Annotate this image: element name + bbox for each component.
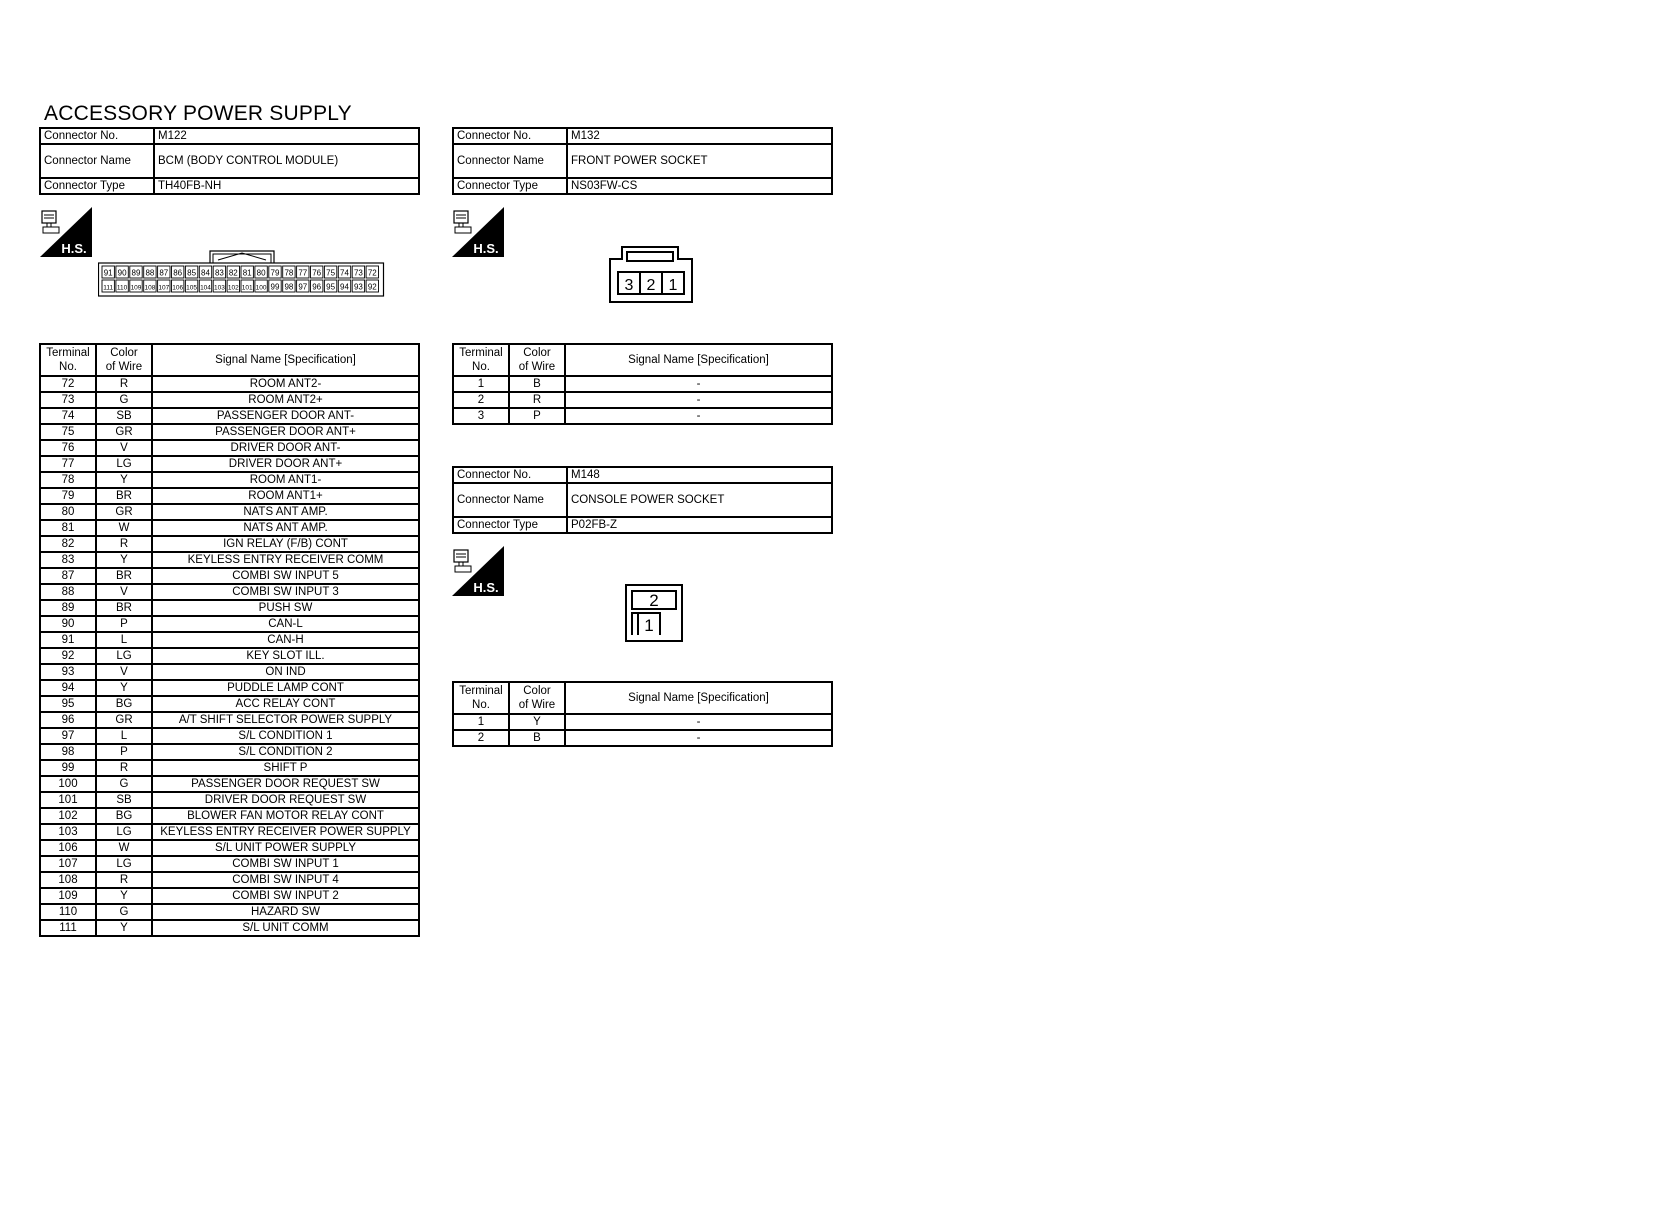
wire-color: G [96,392,152,408]
terminal-no: 90 [40,616,96,632]
wire-color: P [96,744,152,760]
pin-number: 87 [159,268,169,278]
table-row [40,840,419,856]
pin-1: 1 [668,277,678,294]
pin-number: 97 [298,282,308,292]
terminal-no: 82 [40,536,96,552]
terminal-no: 110 [40,904,96,920]
pin-number: 78 [284,268,294,278]
terminal-no: 109 [40,888,96,904]
terminal-no: 95 [40,696,96,712]
wire-color: SB [96,792,152,808]
wire-color: LG [96,824,152,840]
table-row [453,376,832,392]
terminal-no-header: Terminal No. [453,682,509,714]
connector-no-label: Connector No. [40,128,154,144]
hs-label: H.S. [473,580,499,595]
table-row [40,440,419,456]
table-row [453,714,832,730]
signal-name: CAN-H [152,632,419,648]
wire-color: P [96,616,152,632]
connector-name-label: Connector Name [40,144,154,178]
wire-color: V [96,664,152,680]
terminal-table-m122 [39,343,420,937]
signal-name: - [565,714,832,730]
table-row [453,392,832,408]
harness-side-icon [40,207,92,257]
pin-2: 2 [649,591,659,610]
connector-face-m148 [624,583,686,645]
pin-number: 88 [145,268,155,278]
terminal-no: 99 [40,760,96,776]
table-row [40,632,419,648]
signal-name: - [565,408,832,424]
signal-name: S/L CONDITION 2 [152,744,419,760]
pin-number: 83 [214,268,224,278]
wire-color: R [509,392,565,408]
table-row [40,520,419,536]
terminal-no: 78 [40,472,96,488]
signal-name: S/L CONDITION 1 [152,728,419,744]
table-row [40,776,419,792]
signal-name-header: Signal Name [Specification] [565,344,832,376]
table-row [40,888,419,904]
pin-number: 103 [213,284,225,292]
pin-number: 109 [130,284,142,292]
color-of-wire-header: Color of Wire [509,344,565,376]
pin-1: 1 [644,616,654,635]
signal-name-header: Signal Name [Specification] [565,682,832,714]
terminal-no: 83 [40,552,96,568]
pin-2: 2 [646,277,656,294]
wire-color: W [96,520,152,536]
terminal-no: 79 [40,488,96,504]
pin-number: 110 [116,284,128,292]
wire-color: V [96,584,152,600]
table-row [40,616,419,632]
table-row [40,664,419,680]
table-row [40,920,419,936]
wire-color: GR [96,504,152,520]
wire-color: L [96,632,152,648]
terminal-no: 101 [40,792,96,808]
signal-name: KEYLESS ENTRY RECEIVER POWER SUPPLY [152,824,419,840]
wire-color: L [96,728,152,744]
color-of-wire-header: Color of Wire [509,682,565,714]
wire-color: LG [96,856,152,872]
terminal-no: 74 [40,408,96,424]
wire-color: BG [96,808,152,824]
terminal-no: 75 [40,424,96,440]
connector-type-label: Connector Type [453,517,567,533]
table-row [40,728,419,744]
signal-name: SHIFT P [152,760,419,776]
connector-no-value: M148 [567,467,832,483]
pin-number: 96 [312,282,322,292]
signal-name: NATS ANT AMP. [152,504,419,520]
wire-color: Y [96,472,152,488]
wire-color: W [96,840,152,856]
pin-number: 77 [298,268,308,278]
pin-number: 105 [186,284,198,292]
terminal-no: 93 [40,664,96,680]
signal-name: NATS ANT AMP. [152,520,419,536]
wire-color: P [509,408,565,424]
pin-number: 111 [103,284,114,292]
table-row [40,584,419,600]
table-row [40,376,419,392]
table-row [40,792,419,808]
signal-name: ON IND [152,664,419,680]
signal-name: PASSENGER DOOR ANT+ [152,424,419,440]
signal-name: ROOM ANT1- [152,472,419,488]
pin-number: 76 [312,268,322,278]
wire-color: BR [96,600,152,616]
wire-color: R [96,872,152,888]
connector-name-value: BCM (BODY CONTROL MODULE) [154,144,419,178]
connector-type-value: TH40FB-NH [154,178,419,194]
pin-number: 92 [367,282,377,292]
harness-side-icon [452,207,504,257]
connector-face-m122 [98,248,388,298]
wire-color: R [96,536,152,552]
wire-color: Y [96,552,152,568]
terminal-no: 80 [40,504,96,520]
terminal-table-m132 [452,343,833,425]
terminal-no: 92 [40,648,96,664]
terminal-no: 98 [40,744,96,760]
pin-number: 95 [326,282,336,292]
connector-name-label: Connector Name [453,144,567,178]
terminal-no: 97 [40,728,96,744]
table-row [40,648,419,664]
signal-name: DRIVER DOOR REQUEST SW [152,792,419,808]
connector-type-value: P02FB-Z [567,517,832,533]
table-row [40,856,419,872]
hs-label: H.S. [61,241,87,256]
signal-name: DRIVER DOOR ANT+ [152,456,419,472]
pin-number: 99 [270,282,280,292]
connector-no-value: M132 [567,128,832,144]
signal-name: COMBI SW INPUT 3 [152,584,419,600]
wire-color: SB [96,408,152,424]
signal-name: DRIVER DOOR ANT- [152,440,419,456]
connector-info-m122 [39,127,420,195]
connector-name-value: CONSOLE POWER SOCKET [567,483,832,517]
terminal-table-m148 [452,681,833,747]
connector-name-value: FRONT POWER SOCKET [567,144,832,178]
table-row [40,472,419,488]
connector-info-m148 [452,466,833,534]
signal-name: PUDDLE LAMP CONT [152,680,419,696]
wire-color: LG [96,648,152,664]
table-row [40,904,419,920]
wire-color: BG [96,696,152,712]
connector-no-value: M122 [154,128,419,144]
pin-number: 86 [173,268,183,278]
pin-number: 94 [340,282,349,292]
signal-name: S/L UNIT POWER SUPPLY [152,840,419,856]
wire-color: BR [96,568,152,584]
terminal-no: 3 [453,408,509,424]
signal-name: S/L UNIT COMM [152,920,419,936]
terminal-no: 100 [40,776,96,792]
terminal-no: 77 [40,456,96,472]
terminal-no: 1 [453,714,509,730]
terminal-no-header: Terminal No. [453,344,509,376]
table-row [40,808,419,824]
terminal-no: 89 [40,600,96,616]
wire-color: R [96,760,152,776]
signal-name: KEY SLOT ILL. [152,648,419,664]
terminal-no: 108 [40,872,96,888]
connector-info-m132 [452,127,833,195]
pin-number: 79 [270,268,280,278]
pin-number: 74 [340,268,349,278]
connector-type-label: Connector Type [453,178,567,194]
page-title: ACCESSORY POWER SUPPLY [44,102,352,125]
pin-number: 93 [353,282,363,292]
signal-name: ROOM ANT2+ [152,392,419,408]
wire-color: Y [509,714,565,730]
wire-color: V [96,440,152,456]
wire-color: GR [96,424,152,440]
terminal-no: 103 [40,824,96,840]
pin-number: 81 [242,268,252,278]
signal-name: PASSENGER DOOR REQUEST SW [152,776,419,792]
signal-name: ROOM ANT1+ [152,488,419,504]
pin-number: 91 [103,268,113,278]
pin-number: 102 [227,284,239,292]
connector-no-label: Connector No. [453,467,567,483]
pin-number: 75 [326,268,336,278]
table-row [40,824,419,840]
wire-color: BR [96,488,152,504]
terminal-no: 2 [453,730,509,746]
terminal-no: 72 [40,376,96,392]
pin-number: 107 [158,284,170,292]
pin-number: 108 [144,284,156,292]
table-row [40,680,419,696]
table-row [40,408,419,424]
signal-name: COMBI SW INPUT 4 [152,872,419,888]
signal-name: COMBI SW INPUT 2 [152,888,419,904]
signal-name: PUSH SW [152,600,419,616]
hs-label: H.S. [473,241,499,256]
harness-side-icon [452,546,504,596]
terminal-no: 96 [40,712,96,728]
connector-type-label: Connector Type [40,178,154,194]
signal-name: ROOM ANT2- [152,376,419,392]
pin-number: 106 [172,284,184,292]
signal-name: COMBI SW INPUT 1 [152,856,419,872]
pin-number: 80 [256,268,266,278]
table-row [40,760,419,776]
table-row [40,600,419,616]
wire-color: B [509,376,565,392]
signal-name: A/T SHIFT SELECTOR POWER SUPPLY [152,712,419,728]
pin-number: 101 [241,284,253,292]
pin-number: 73 [353,268,363,278]
signal-name: HAZARD SW [152,904,419,920]
connector-face-m132 [608,245,694,305]
signal-name: IGN RELAY (F/B) CONT [152,536,419,552]
pin-number: 100 [255,284,267,292]
terminal-no: 87 [40,568,96,584]
wire-color: Y [96,920,152,936]
connector-type-value: NS03FW-CS [567,178,832,194]
signal-name: PASSENGER DOOR ANT- [152,408,419,424]
terminal-no: 2 [453,392,509,408]
terminal-no: 94 [40,680,96,696]
connector-name-label: Connector Name [453,483,567,517]
color-of-wire-header: Color of Wire [96,344,152,376]
signal-name: CAN-L [152,616,419,632]
signal-name-header: Signal Name [Specification] [152,344,419,376]
signal-name: - [565,392,832,408]
table-row [40,696,419,712]
table-row [40,568,419,584]
wire-color: R [96,376,152,392]
wire-color: GR [96,712,152,728]
pin-number: 89 [131,268,141,278]
table-row [40,424,419,440]
terminal-no: 76 [40,440,96,456]
table-row [40,712,419,728]
terminal-no: 106 [40,840,96,856]
signal-name: COMBI SW INPUT 5 [152,568,419,584]
wire-color: G [96,904,152,920]
wire-color: LG [96,456,152,472]
connector-no-label: Connector No. [453,128,567,144]
table-row [40,504,419,520]
pin-number: 72 [367,268,377,278]
pin-number: 90 [117,268,127,278]
pin-number: 85 [187,268,197,278]
table-row [40,488,419,504]
terminal-no: 81 [40,520,96,536]
table-row [40,744,419,760]
terminal-no: 88 [40,584,96,600]
terminal-no: 107 [40,856,96,872]
wire-color: G [96,776,152,792]
terminal-no: 91 [40,632,96,648]
signal-name: - [565,730,832,746]
table-row [40,456,419,472]
wire-color: Y [96,888,152,904]
terminal-no: 1 [453,376,509,392]
table-row [40,872,419,888]
table-row [453,730,832,746]
table-row [40,392,419,408]
pin-number: 98 [284,282,294,292]
terminal-no: 102 [40,808,96,824]
signal-name: KEYLESS ENTRY RECEIVER COMM [152,552,419,568]
table-row [40,552,419,568]
pin-number: 84 [201,268,210,278]
terminal-no: 73 [40,392,96,408]
table-row [40,536,419,552]
wire-color: B [509,730,565,746]
table-row [453,408,832,424]
terminal-no: 111 [40,920,96,936]
signal-name: ACC RELAY CONT [152,696,419,712]
terminal-no-header: Terminal No. [40,344,96,376]
pin-number: 104 [200,284,211,292]
pin-3: 3 [624,277,634,294]
pin-number: 82 [228,268,238,278]
signal-name: BLOWER FAN MOTOR RELAY CONT [152,808,419,824]
wire-color: Y [96,680,152,696]
signal-name: - [565,376,832,392]
